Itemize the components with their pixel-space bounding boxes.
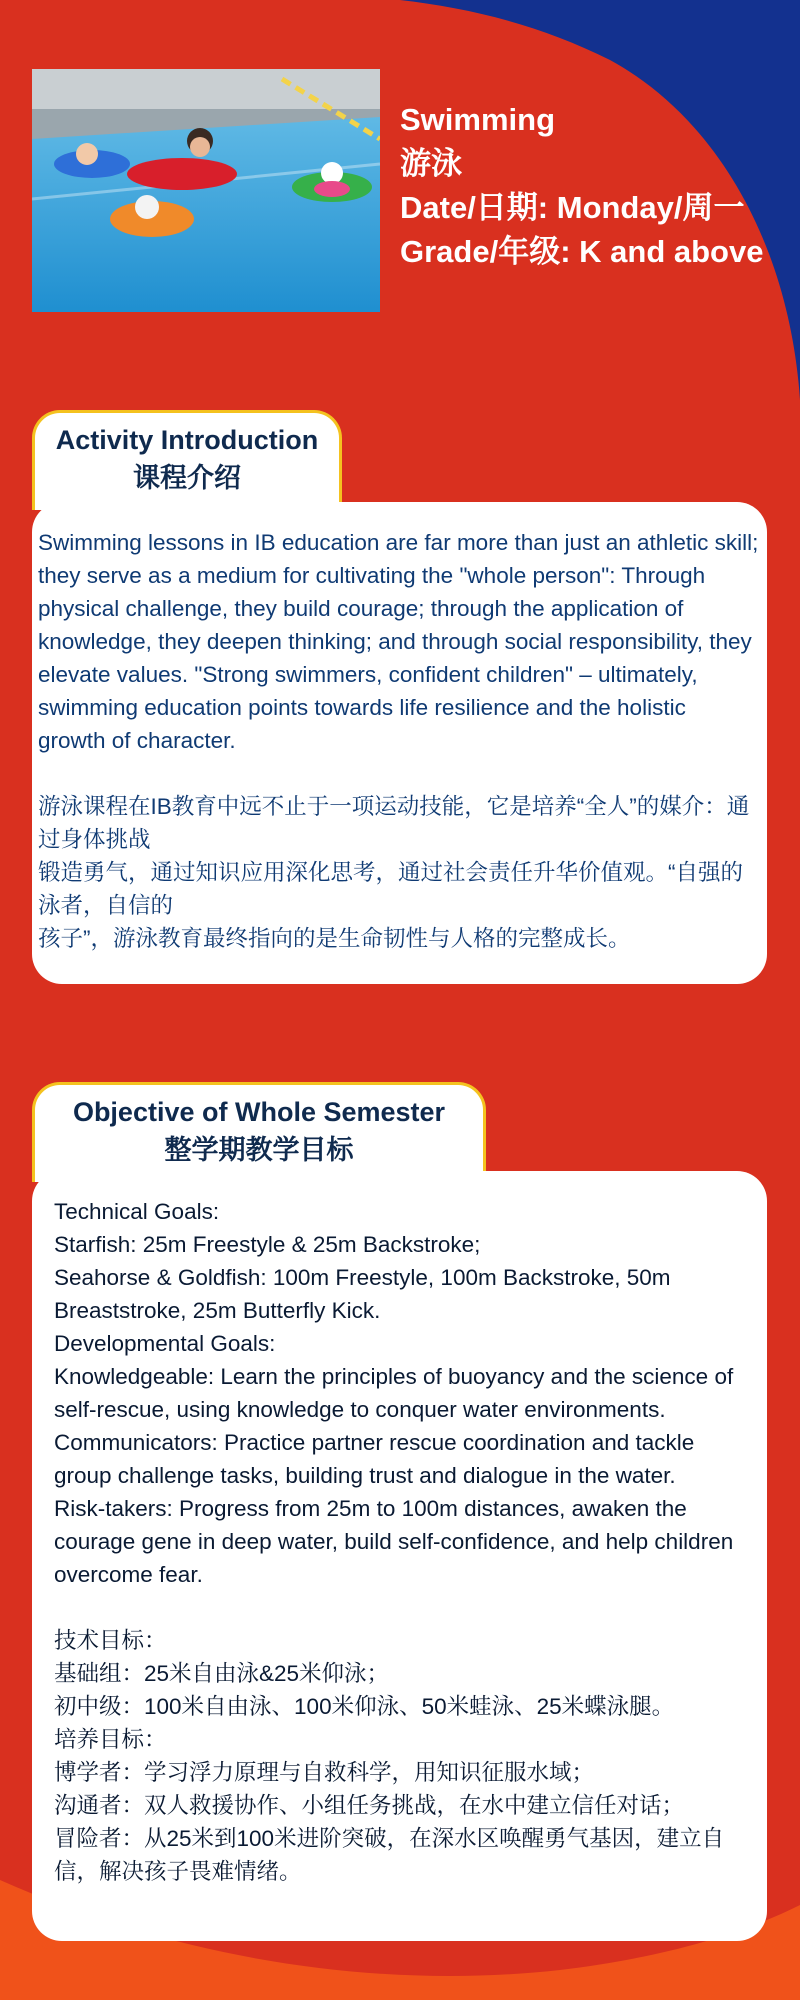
activity-intro-zh-line: 游泳课程在IB教育中远不止于一项运动技能，它是培养“全人”的媒介：通过身体挑战 [38, 794, 750, 852]
objective-tab [32, 1082, 486, 1182]
date-line: Date/日期: Monday/周一 [400, 190, 745, 225]
objective-en-block [54, 1195, 747, 1591]
objective-en-line: Technical Goals: [54, 1199, 220, 1224]
activity-intro-title-en: Activity Introduction [55, 425, 319, 455]
objective-zh-line: 基础组：25米自由泳&25米仰泳； [54, 1661, 390, 1686]
objective-en-line: Communicators: Practice partner rescue coordination and tackle group challenge tasks, building trust and dialogue in the water. [54, 1430, 695, 1488]
title-en: Swimming [400, 102, 556, 137]
objective-zh-block [54, 1624, 747, 1888]
activity-intro-body-zh [38, 790, 759, 955]
activity-intro-card [32, 502, 767, 984]
objective-card [32, 1171, 767, 1941]
objective-title-zh: 整学期教学目标 [164, 1135, 354, 1165]
objective-zh-line: 沟通者：双人救援协作、小组任务挑战，在水中建立信任对话； [54, 1793, 685, 1818]
objective-en-line: Knowledgeable: Learn the principles of buoyancy and the science of self-rescue, using knowledge to conquer water environments. [54, 1364, 734, 1422]
objective-en-line: Risk-takers: Progress from 25m to 100m distances, awaken the courage gene in deep water, build self-confidence, and help children overcome fear. [54, 1496, 734, 1587]
objective-zh-line: 技术目标： [54, 1628, 167, 1653]
activity-intro-tab [32, 410, 342, 510]
objective-title-en: Objective of Whole Semester [72, 1097, 446, 1127]
objective-en-line: Seahorse & Goldfish: 100m Freestyle, 100m Backstroke, 50m Breaststroke, 25m Butterfly Kick. [54, 1265, 671, 1323]
grade-line: Grade/年级: K and above [400, 234, 764, 269]
objective-zh-line: 培养目标： [54, 1727, 167, 1752]
activity-intro-title-zh: 课程介绍 [133, 463, 241, 493]
objective-en-line: Developmental Goals: [54, 1331, 276, 1356]
objective-zh-line: 初中级：100米自由泳、100米仰泳、50米蛙泳、25米蝶泳腿。 [54, 1694, 675, 1719]
objective-en-line: Starfish: 25m Freestyle & 25m Backstroke; [54, 1232, 481, 1257]
header [400, 98, 763, 274]
activity-intro-body-en: Swimming lessons in IB education are far more than just an athletic skill; they serve as a medium for cultivating the "whole person": Through physical challenge, they build courage; through the application of knowledge, they deepen thinking; and through social responsibility, they elevate values. "Strong swimmers, confident children" – ultimately, swimming education points towards life resilience and the holistic growth of character. [38, 530, 759, 753]
activity-intro-zh-line: 锻造勇气，通过知识应用深化思考，通过社会责任升华价值观。“自强的泳者，自信的 [38, 860, 743, 918]
activity-intro-zh-line: 孩子”，游泳教育最终指向的是生命韧性与人格的完整成长。 [38, 926, 631, 951]
title-zh: 游泳 [400, 146, 462, 181]
swimming-lesson-photo [32, 69, 380, 312]
objective-zh-line: 博学者：学习浮力原理与自救科学，用知识征服水域； [54, 1760, 595, 1785]
objective-zh-line: 冒险者：从25米到100米进阶突破，在深水区唤醒勇气基因，建立自信，解决孩子畏难情绪。 [54, 1826, 725, 1884]
